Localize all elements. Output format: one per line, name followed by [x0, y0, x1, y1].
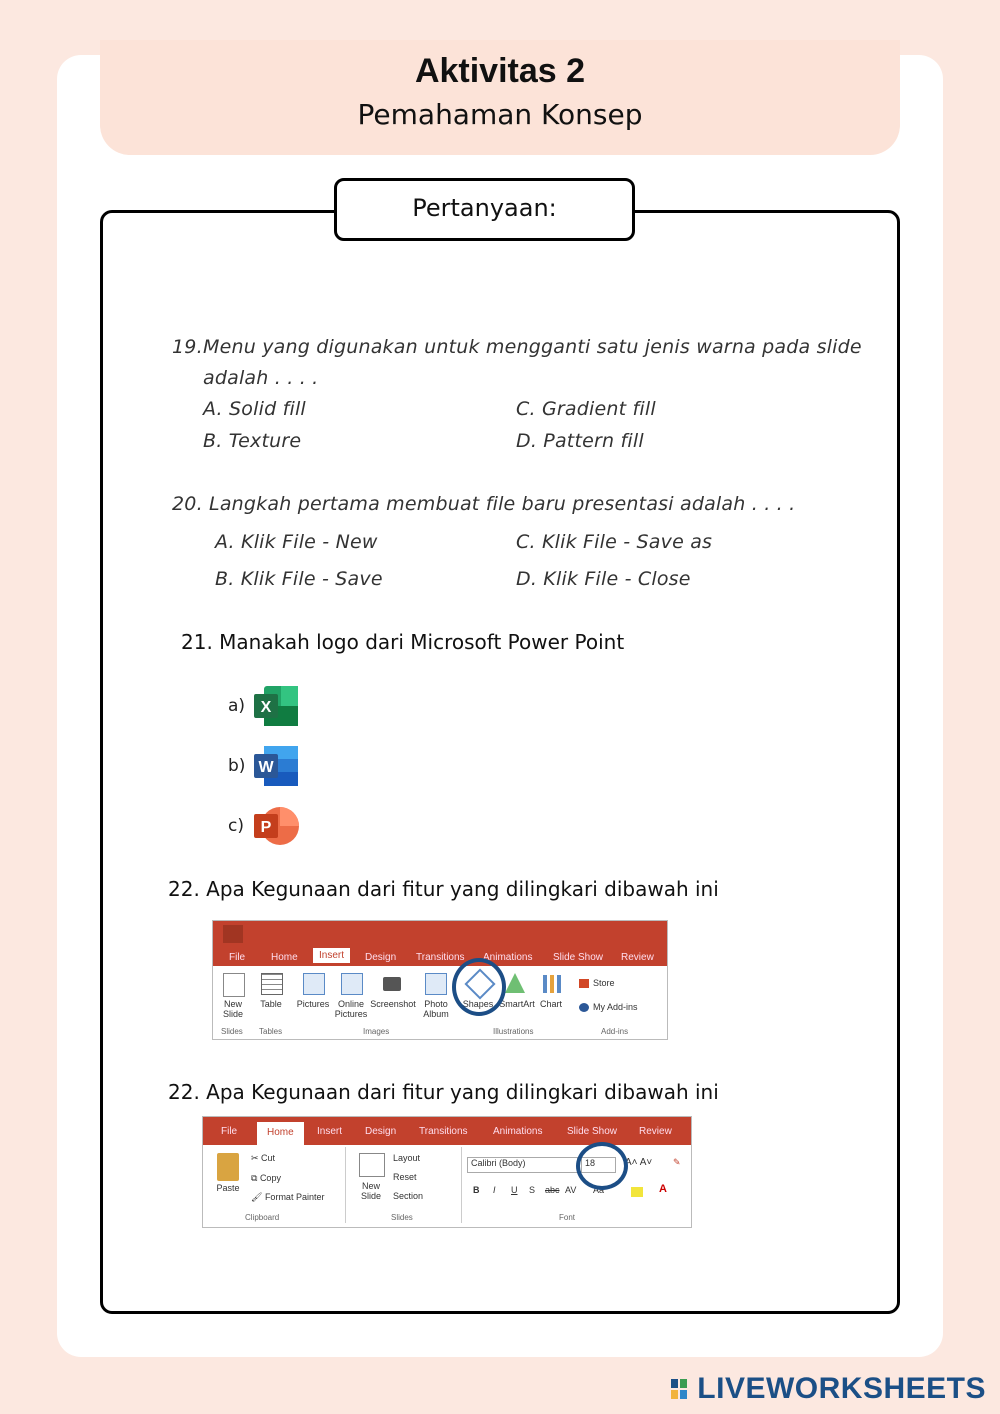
q21-option-c[interactable] [228, 804, 300, 848]
q20-option-c: C. Klik File - Save as [516, 531, 713, 553]
ribbon-tab-animations[interactable]: Animations [493, 1126, 543, 1137]
scissors-icon: ✂ [251, 1153, 262, 1163]
ribbon-tab-insert[interactable]: Insert [317, 1126, 343, 1137]
q20-text: 20. Langkah pertama membuat file baru presentasi adalah . . . . [172, 493, 796, 515]
format-painter-label: Format Painter [264, 1192, 325, 1202]
q20-option-a: A. Klik File - New [215, 531, 378, 553]
q21-option-b-label: b) [228, 756, 246, 776]
cut-button[interactable] [251, 1153, 275, 1164]
ribbon-tab-home[interactable]: Home [257, 1122, 304, 1146]
new-slide-button[interactable]: New Slide [222, 999, 243, 1019]
ribbon-tab-animations[interactable]: Animations [483, 952, 533, 963]
reset-button[interactable]: Reset [393, 1172, 417, 1182]
copy-label: Copy [259, 1173, 281, 1183]
store-icon [579, 979, 589, 988]
section-button[interactable]: Section [393, 1191, 424, 1201]
ribbon-tab-file[interactable]: File [221, 1126, 238, 1137]
char-spacing-button[interactable]: AV [565, 1185, 577, 1195]
grow-font-icon[interactable]: A˄ A˅ [625, 1157, 653, 1168]
q21-option-b[interactable] [228, 744, 300, 788]
highlight-circle-shapes [452, 958, 506, 1016]
save-icon [223, 925, 243, 943]
new-slide-icon [223, 973, 245, 997]
q19-option-b: B. Texture [203, 430, 302, 452]
q22a-text: 22. Apa Kegunaan dari fitur yang dilingkari dibawah ini [168, 877, 719, 901]
ribbon-tab-design[interactable]: Design [365, 1126, 397, 1137]
group-font: Font [559, 1213, 576, 1222]
q20-option-d: D. Klik File - Close [516, 568, 691, 590]
ribbon-tab-file[interactable]: File [229, 952, 246, 963]
shadow-button[interactable]: S [529, 1185, 536, 1195]
ribbon-tab-review[interactable]: Review [621, 952, 654, 963]
font-color-icon[interactable]: A [659, 1183, 667, 1195]
brush-icon: 🖌 [251, 1192, 265, 1202]
excel-icon-letter: X [260, 699, 272, 716]
screenshot-button[interactable]: Screenshot [370, 999, 416, 1009]
word-icon [252, 744, 300, 788]
ribbon-tab-slideshow[interactable]: Slide Show [553, 952, 604, 963]
ribbon-tab-slideshow[interactable]: Slide Show [567, 1126, 618, 1137]
font-size-select[interactable]: 18 [581, 1157, 616, 1173]
copy-button[interactable] [251, 1173, 281, 1184]
q21-text: 21. Manakah logo dari Microsoft Power Point [181, 630, 625, 654]
strikethrough-button[interactable]: abc [545, 1185, 560, 1195]
online-pictures-icon [341, 973, 363, 995]
word-icon-letter: W [258, 759, 274, 776]
screenshot-icon [383, 977, 401, 991]
q22b-text: 22. Apa Kegunaan dari fitur yang dilingkari dibawah ini [168, 1080, 719, 1104]
chart-icon [543, 975, 561, 993]
brand-text: LIVEWORKSHEETS [697, 1372, 986, 1405]
shapes-button[interactable]: Shapes [462, 999, 494, 1009]
liveworksheets-logo-icon [671, 1377, 697, 1401]
section-label: Pertanyaan: [334, 178, 635, 241]
pictures-icon [303, 973, 325, 995]
group-clipboard: Clipboard [245, 1213, 280, 1222]
new-slide-icon [359, 1153, 385, 1177]
q19-option-d: D. Pattern fill [516, 430, 644, 452]
powerpoint-icon [252, 804, 300, 848]
ribbon-tab-design[interactable]: Design [365, 952, 397, 963]
group-illustrations: Illustrations [493, 1027, 534, 1036]
group-tables: Tables [259, 1027, 283, 1036]
format-painter-button[interactable] [251, 1192, 324, 1203]
group-addins: Add-ins [601, 1027, 629, 1036]
divider [345, 1147, 346, 1223]
new-slide-button[interactable]: New Slide [360, 1181, 381, 1201]
table-icon [261, 973, 283, 995]
page-subtitle: Pemahaman Konsep [357, 98, 643, 131]
q19-text-line2: adalah . . . . [203, 367, 319, 389]
paste-icon [217, 1153, 239, 1181]
divider [461, 1147, 462, 1223]
q19-option-c: C. Gradient fill [516, 398, 656, 420]
highlight-color-icon[interactable] [631, 1187, 643, 1197]
addins-icon [579, 1003, 589, 1012]
paste-button[interactable]: Paste [216, 1183, 240, 1193]
q21-option-a[interactable] [228, 684, 300, 728]
group-slides: Slides [391, 1213, 413, 1222]
pictures-button[interactable]: Pictures [296, 999, 330, 1009]
group-images: Images [363, 1027, 390, 1036]
ribbon-tab-review[interactable]: Review [639, 1126, 672, 1137]
table-button[interactable]: Table [260, 999, 282, 1009]
q20-option-b: B. Klik File - Save [215, 568, 383, 590]
q21-option-a-label: a) [228, 696, 246, 716]
font-name-select[interactable]: Calibri (Body) [467, 1157, 578, 1173]
copy-icon: ⧉ [251, 1173, 260, 1183]
change-case-button[interactable]: Aa [593, 1185, 605, 1195]
clear-format-icon[interactable]: ✎ [673, 1157, 681, 1167]
smartart-button[interactable]: SmartArt [499, 999, 535, 1009]
liveworksheets-logo [671, 1372, 986, 1406]
photo-album-button[interactable]: Photo Album [423, 999, 449, 1019]
ribbon-tab-home[interactable]: Home [271, 952, 298, 963]
powerpoint-icon-letter: P [260, 819, 272, 836]
ribbon-tab-transitions[interactable]: Transitions [416, 952, 465, 963]
layout-button[interactable]: Layout [393, 1153, 421, 1163]
q19-number: 19. [172, 336, 203, 358]
chart-button[interactable]: Chart [539, 999, 562, 1009]
cut-label: Cut [261, 1153, 276, 1163]
store-button[interactable]: Store [593, 978, 615, 988]
q19-text-line1: Menu yang digunakan untuk mengganti satu jenis warna pada slide [203, 336, 862, 358]
online-pictures-button[interactable]: Online Pictures [334, 999, 368, 1019]
excel-icon [252, 684, 300, 728]
ribbon-tab-insert[interactable]: Insert [313, 948, 350, 963]
group-slides: Slides [221, 1027, 243, 1036]
q19-option-a: A. Solid fill [203, 398, 306, 420]
highlight-circle-font-size [576, 1142, 628, 1190]
q21-option-c-label: c) [228, 816, 244, 836]
ribbon-insert-screenshot [212, 920, 668, 1040]
photo-album-icon [425, 973, 447, 995]
header-banner [100, 40, 900, 155]
italic-button[interactable]: I [493, 1185, 496, 1195]
bold-button[interactable]: B [473, 1185, 480, 1195]
my-addins-button[interactable]: My Add-ins [593, 1002, 638, 1012]
ribbon-tab-transitions[interactable]: Transitions [419, 1126, 468, 1137]
smartart-icon [505, 973, 525, 993]
underline-button[interactable]: U [511, 1185, 518, 1195]
page-title: Aktivitas 2 [414, 52, 586, 90]
